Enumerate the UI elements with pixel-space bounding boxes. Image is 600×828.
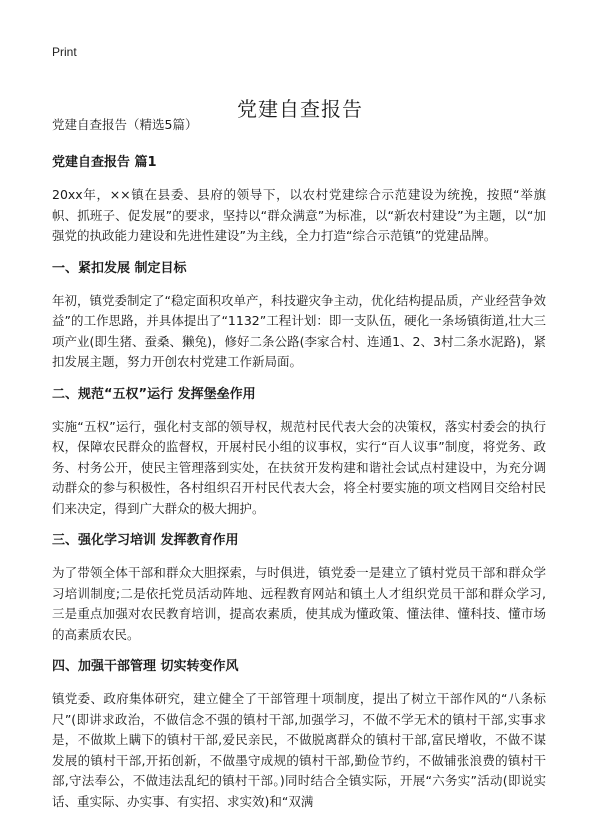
- article-heading: 党建自查报告 篇1: [52, 155, 157, 170]
- section-heading: 四、加强干部管理 切实转变作风: [52, 659, 239, 674]
- section-4: [52, 657, 546, 812]
- section-body: 实施“五权”运行，强化村支部的领导权，规范村民代表大会的决策权，落实村委会的执行权，保障农民群众的监督权，开展村民小组的议事权，实行“百人议事”制度，将党务、政务、村务公开，使民主管理落到实处，在扶贫开发构建和谐社会试点村建设中，为充分调动群众的参与积极性，各村组织召开村民代表大会，将全村要实施的项文档网目交给村民们来决定，得到广大群众的极大拥护。: [52, 418, 546, 516]
- section-heading: 一、紧扣发展 制定目标: [52, 260, 187, 276]
- section-body: 镇党委、政府集体研究，建立健全了干部管理十项制度，提出了树立干部作风的“八条标尺”(即讲求政治，不做信念不强的镇村干部,加强学习，不做不学无术的镇村干部,实事求是，不做欺上瞒下的镇村干部,爱民亲民，不做脱离群众的镇村干部,富民增收，不做不谋发展的镇村干部,开拓创新，不做墨守成规的镇村干部,勤俭节约，不做铺张浪费的镇村干部,守法奉公，不做违法乱纪的镇村干部。)同时结合全镇实际，开展“六务实”活动(即说实话、重实际、办实事、有实招、求实效)和“双满: [52, 691, 546, 809]
- section-heading: 二、规范“五权”运行 发挥堡垒作用: [52, 386, 256, 402]
- section-2: [52, 385, 546, 520]
- section-1: [52, 259, 546, 373]
- page-title: 党建自查报告: [237, 97, 363, 122]
- section-3: [52, 531, 546, 645]
- print-link[interactable]: Print: [52, 45, 77, 59]
- section-body: 年初，镇党委制定了“稳定面积攻单产，科技避灾争主动，优化结构提品质，产业经营争效益”的工作思路，并具体提出了“1132”工程计划：即一支队伍，硬化一条场镇街道,壮大三项产业(即生猪、蚕桑、獭兔)，修好二条公路(李家合村、连通1、2、3村二条水泥路)，紧扣发展主题，努力开创农村党建工作新局面。: [52, 292, 546, 369]
- document-subtitle: 党建自查报告（精选5篇）: [52, 117, 198, 132]
- section-heading: 三、强化学习培训 发挥教育作用: [52, 533, 239, 548]
- section-body: 为了带领全体干部和群众大胆探索，与时俱进，镇党委一是建立了镇村党员干部和群众学习培训制度;二是依托党员活动阵地、远程教育网站和镇土人才组织党员干部和群众学习,三是重点加强对农民教育培训，提高农素质，使其成为懂政策、懂法律、懂科技、懂市场的高素质农民。: [52, 565, 546, 642]
- intro-paragraph: 20xx年，××镇在县委、县府的领导下，以农村党建综合示范建设为统挽，按照“举旗帜、抓班子、促发展”的要求，坚持以“群众满意”为标准，以“新农村建设”为主题，以“加强党的执政能力建设和先进性建设”为主线，全力打造“综合示范镇”的党建品牌。: [52, 187, 546, 243]
- document-body: [52, 115, 546, 824]
